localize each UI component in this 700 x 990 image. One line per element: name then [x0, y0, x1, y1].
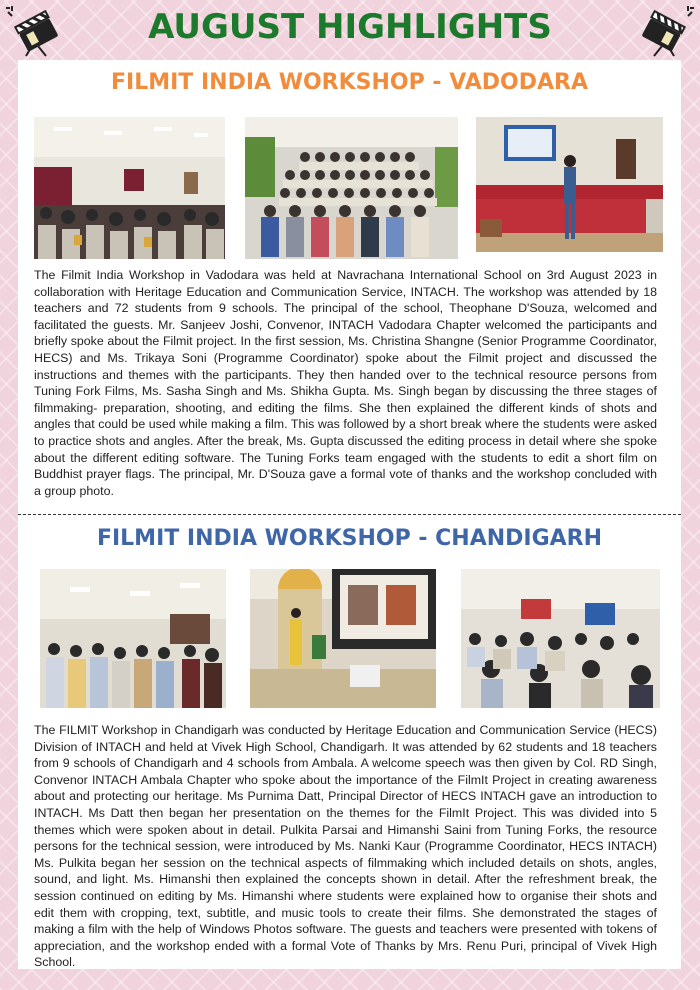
section-body-vadodara: The Filmit India Workshop in Vadodara was held at Navrachana International School on 3rd August 2023 in collaboration with Heritage Education and Communication Service, INTACH. The workshop was attended by 18 teachers and 72 students from 9 schools. The principal of the school, Theophane D'Souza, welcomed and facilitated the guests. Mr. Sanjeev Joshi, Convenor, INTACH Vadodara Chapter welcomed the participants and briefly spoke about the Filmit project. In the first session, Ms. Christina Shangne (Senior Programme Coordinator, HECS) and Ms. Trikaya Soni (Programme Coordinator) spoke about the Filmit project and discussed the instructions and themes with the participants. They then handed over to the technical resource persons from Tuning Fork Films, Ms. Sasha Singh and Ms. Shikha Gupta. Ms. Singh began by discussing the three stages of filmmaking- preparation, shooting, and editing the films. She then explained the different kinds of shots and angles that could be used while making a film. This was followed by a short break where the students were asked to practice shots and angles. After the break, Ms. Gupta discussed the editing process in detail where she spoke about the different editing software. The Tuning Forks team engaged with the students to edit a short film on Buddhist prayer flags. The principal, Mr. D'Souza gave a formal vote of thanks and the workshop concluded with a group photo. [34, 268, 657, 498]
section-title-vadodara: FILMIT INDIA WORKSHOP - VADODARA [111, 70, 588, 95]
photo-group [245, 117, 458, 259]
section-divider [18, 514, 681, 515]
photo-presenter [476, 117, 663, 252]
content-panel [18, 60, 681, 969]
section-body-chandigarh: The FILMIT Workshop in Chandigarh was conducted by Heritage Education and Communication Service (HECS) Division of INTACH and held at Vivek High School, Chandigarh. It was attended by 62 students and 18 teachers from 9 schools of Chandigarh and 4 schools from Ambala. A welcome speech was then given by Col. RD Singh, Convenor INTACH Ambala Chapter who spoke about the importance of the FilmIt Project in creating awareness about and protecting our heritage. Ms Purnima Datt, Principal Director of HECS INTACH gave an introduction to INTACH. Ms Datt then began her presentation on the themes for the FilmIt Project. This was divided into 5 themes which were spoken about in detail. Pulkita Parsai and Himanshi Saini from Tuning Forks, the resource persons for the technical session, were introduced by Ms. Nanki Kaur (Programme Coordinator, HECS INTACH) Ms. Pulkita began her session on the technical aspects of filmmaking which included details on shots, angles, sound, and light. Ms. Himanshi then explained the concepts shown in detail. After the refreshment break, the session continued on editing by Ms. Himanshi where students were explained how to organise their shots and edit them with cropping, text, subtitle, and music tools to create their films. She demonstrated the stages of making a film with the help of Windows Photos software. The guests and teachers were presented with tokens of appreciation, and the workshop ended with a formal Vote of Thanks by Mrs. Renu Puri, principal of Vivek High School. [34, 723, 657, 970]
photo-speaker-screen [250, 569, 436, 708]
photo-audience-hall [34, 117, 225, 259]
photo-audience-screen [461, 569, 660, 708]
page-title: AUGUST HIGHLIGHTS [148, 7, 552, 47]
section-title-chandigarh: FILMIT INDIA WORKSHOP - CHANDIGARH [96, 526, 603, 551]
photo-students-seated [40, 569, 226, 708]
